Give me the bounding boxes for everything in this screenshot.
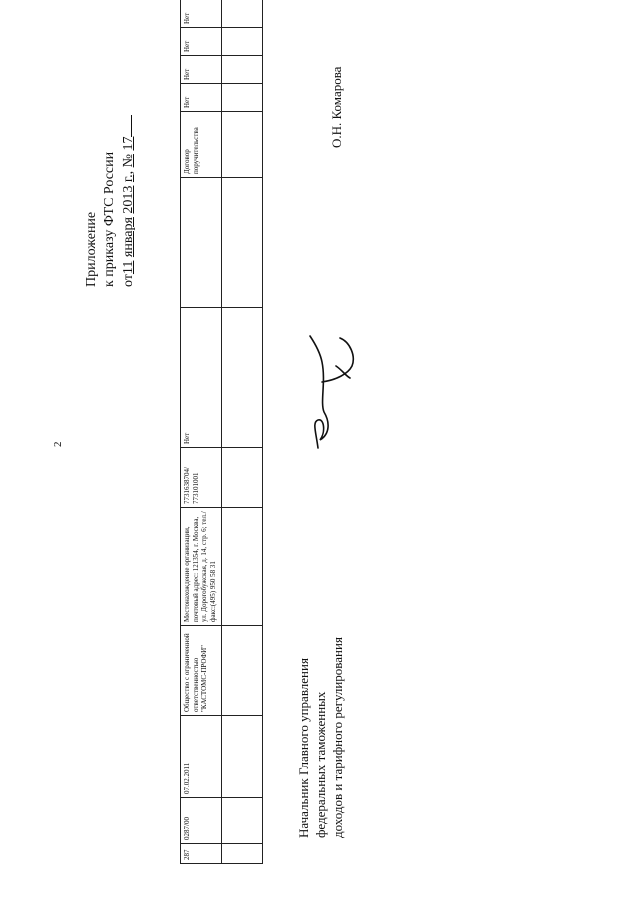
cell-branches: Нет xyxy=(181,308,222,448)
handwritten-signature xyxy=(296,322,366,462)
appendix-date-line: от11 января 2013 г., № 17 xyxy=(119,115,138,287)
cell-address: Местонахождение организации, почтовый адрес: 121354, г. Москва, ул. Дорогобужская, д. 14, стр. 6; тел./факс:(495) 950 58 31 xyxy=(181,508,222,626)
appendix-header xyxy=(83,115,138,287)
order-number-underline xyxy=(119,115,132,137)
signatory-title-line-3: доходов и тарифного регулирования xyxy=(330,637,345,838)
order-number-prefix: № xyxy=(121,154,136,168)
cell-date: 07.02.2011 xyxy=(181,716,222,798)
cell-organization-name: Общество с ограниченной ответственностью "КАСТОМС-ПРОФИ" xyxy=(181,626,222,716)
order-day: 11 xyxy=(121,260,136,275)
signatory-name: О.Н. Комарова xyxy=(329,66,344,148)
date-prefix: от xyxy=(121,274,136,287)
cell-flag-2: Нет xyxy=(181,56,222,84)
order-year-suffix: г. xyxy=(121,174,136,183)
cell-certificate-number: 0287/00 xyxy=(181,798,222,844)
table-row-blank xyxy=(222,0,263,864)
registry-table xyxy=(180,0,263,864)
cell-empty xyxy=(181,178,222,308)
cell-flag-1: Нет xyxy=(181,84,222,112)
order-month: января xyxy=(121,217,136,258)
cell-flag-3: Нет xyxy=(181,28,222,56)
table-row xyxy=(181,0,222,864)
cell-reg-number: 287 xyxy=(181,844,222,864)
order-year: 2013 xyxy=(121,185,136,214)
order-number: 17 xyxy=(121,136,136,151)
cell-inn-kpp: 7731638704/ 773101001 xyxy=(181,448,222,508)
page-number: 2 xyxy=(52,441,64,447)
signatory-title-line-2: федеральных таможенных xyxy=(313,691,328,838)
cell-flag-4: Нет xyxy=(181,0,222,28)
appendix-title: Приложение xyxy=(84,211,99,287)
cell-security-type: Договор поручительства xyxy=(181,112,222,178)
appendix-order-ref: к приказу ФТС России xyxy=(102,151,117,287)
registry-table-container xyxy=(180,12,256,864)
signatory-title-line-1: Начальник Главного управления xyxy=(296,658,311,838)
signatory-title xyxy=(295,637,346,838)
